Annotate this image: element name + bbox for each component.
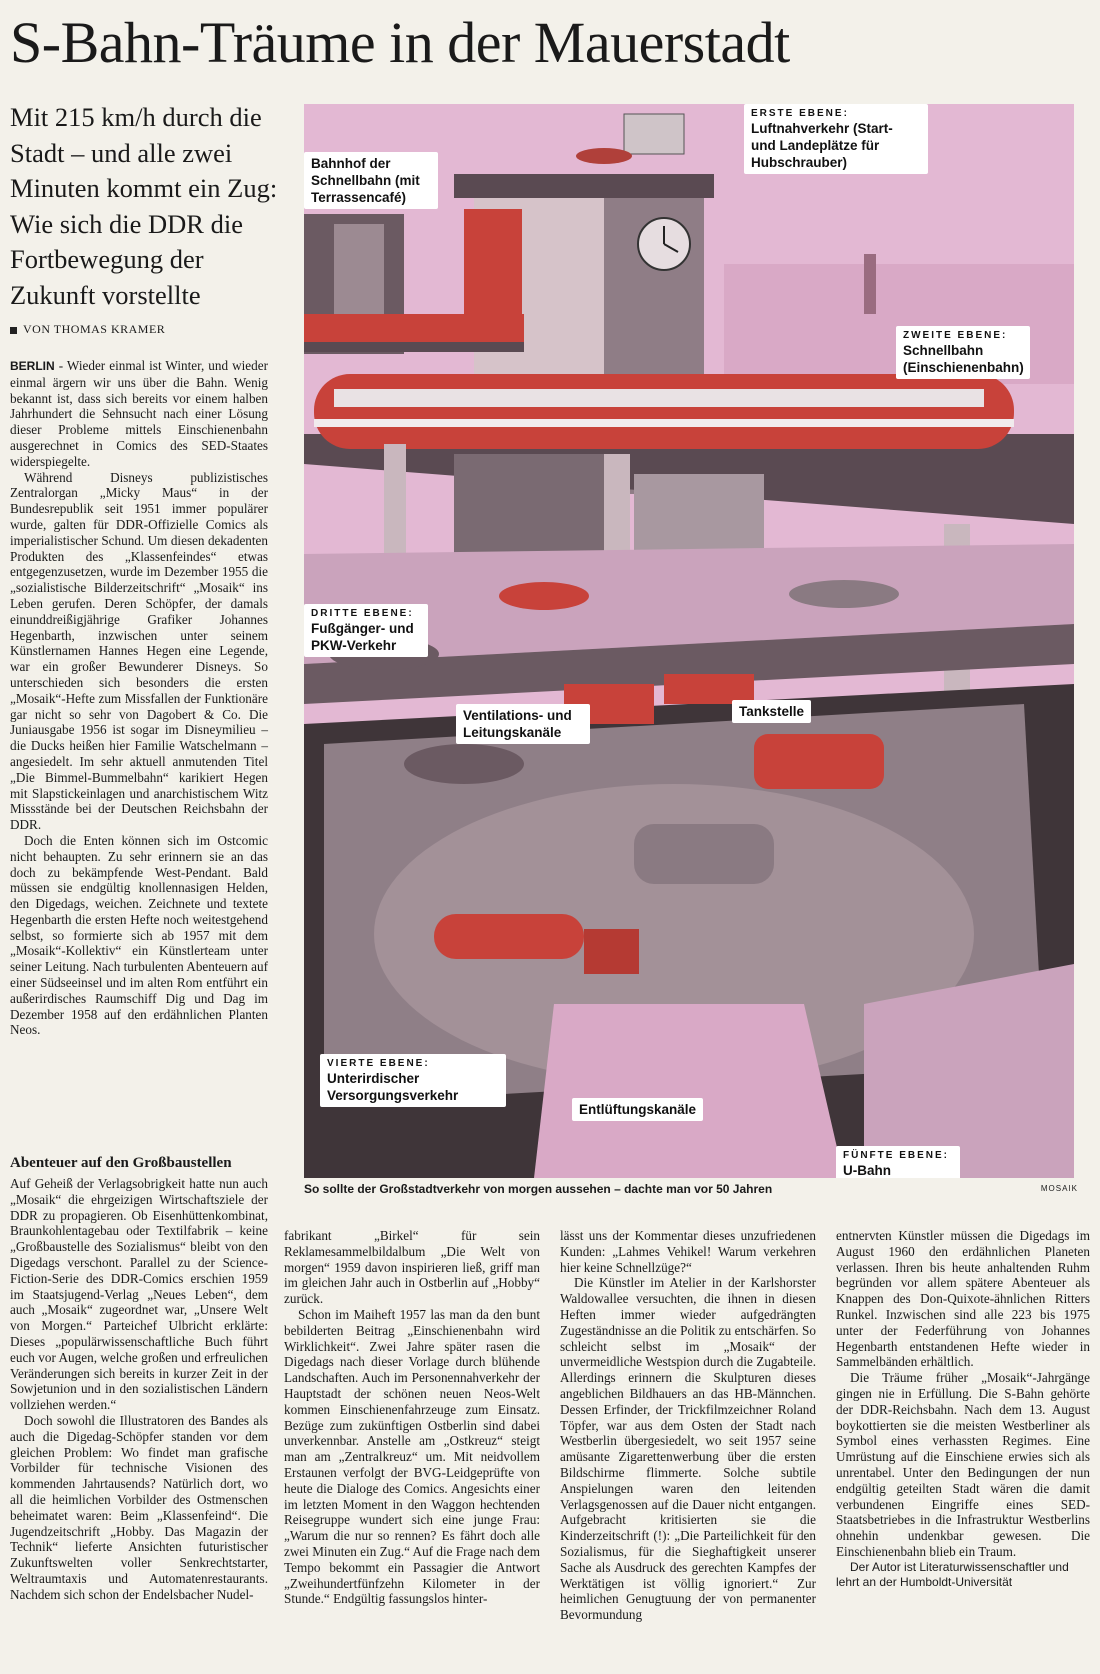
paragraph: lässt uns der Kommentar dieses unzufriedenen Kunden: „Lahmes Vehikel! Warum verkehren hier keine Schnellzüge?“ (560, 1228, 816, 1275)
article-column-4 (836, 1228, 1090, 1590)
label-zweite-ebene (896, 326, 1030, 379)
paragraph: Die Künstler im Atelier in der Karlshorster Waldowallee versuchten, die ihnen in diesen Heften immer wieder aufgedrängten Zugeständnisse an die Politik zu entschärfen. So schleicht selbst im „Mosaik“ der unvermeidliche Westspion durch die Zugabteile. Allerdings erinnern die Skulpturen dieses angeblichen Bildhauers an das HB-Männchen. Dessen Erfinder, der Trickfilmzeichner Roland Töpfer, war aus dem Osten der Stadt nach Westberlin übergesiedelt, wo seit 1957 seine amüsante Zigarettenwerbung über die ersten Bildschirme flimmerte. Solche subtile Anspielungen waren den leitenden Verlagsgenossen auf die Dauer nicht entgangen. Aufgebracht kritisierten sie die Kinderzeitschrift (!): „Die Parteilichkeit für den Sozialismus, für die Sieghaftigkeit unserer Sache als Ausdruck des gerechten Kampfes der Werktätigen ist völlig ignoriert.“ Zur heimlichen Genugtuung der von permanenter Bevormundung (560, 1275, 816, 1623)
label-entlueftung: Entlüftungskanäle (572, 1098, 703, 1121)
deck: Mit 215 km/h durch die Stadt – und alle zwei Minuten kommt ein Zug: Wie sich die DDR die Fortbewegung der Zukunft vorstellte (10, 102, 278, 310)
label-ventilation: Ventilations- und Leitungskanäle (456, 704, 590, 744)
label-vierte-ebene (320, 1054, 506, 1107)
author-byline: VON THOMAS KRAMER (23, 322, 166, 336)
paragraph: Doch die Enten können sich im Ostcomic nicht behaupten. Zu sehr erinnern sie an das doch zu bekämpfende West-Pendant. Bald müssen sie endgültig knollennasigen Helden, den Digedags, weichen. Zeichnete und textete Hegenbarth die ersten Hefte noch weitestgehend selbst, so formierte sich ab 1957 mit dem „Mosaik“-Kollektiv“ ein Künstlerteam unter seiner Leitung. Nach turbulenten Abenteuern auf einer Südseeinsel und im alten Rom entführt ein außerirdisches Raumschiff Dig und Dag im Dezember 1958 auf den erdähnlichen Planten Neos. (10, 832, 268, 1038)
level-name: DRITTE EBENE: (311, 608, 414, 619)
paragraph: Doch sowohl die Illustratoren des Bandes als auch die Digedag-Schöpfer standen vor dem gleichen Problem: Wo findet man grafische Vorbilder für technische Visionen des kommenden Jahrtausends? Natürlich dort, wo all die heimlichen Vorbilder des Ostmenschen beheimatet waren: Beim „Klassenfeind“. Die Jugendzeitschrift „Hobby. Das Magazin der Technik“ lieferte Ansichten futuristischer Zukunftswelten voller Senkrechtstarter, Weltraumtaxis und Automatenrestaurants. Nachdem sich schon der Endelsbacher Nudel- (10, 1412, 268, 1602)
paragraph: Während Disneys publizistisches Zentralorgan „Micky Maus“ in der Bundesrepublik seit 1951 immer populärer wurde, galten für DDR-Offizielle Comics als imperialistischer Schund. Um diesen dekadenten Produkten des „Klassenfeindes“ etwas entgegenzusetzen, wurde im Dezember 1955 die „sozialistische Bilderzeitschrift“ „Mosaik“ ins Leben gerufen. Deren Schöpfer, der damals einunddreißigjährige Grafiker Johannes Hegenbarth, inzwischen unter seinem Künstlernamen Hannes Hegen eine Legende, war ein großer Bewunderer Disneys. So unterschieden sich besonders die ersten „Mosaik“-Hefte zum Missfallen der Funktionäre gar nicht so sehr von Dagobert & Co. Die Juniausgabe 1956 ist sogar im Disneymilieu – die Ducks heißen hier Familie Watschelmann – angesiedelt. Im sehr aktuell anmutenden Titel „Die Bimmel-Bummelbahn“ karikiert Hegen mit Slapstickeinlagen und anarchistischem Witz Missstände bei der Deutschen Reichsbahn der DDR. (10, 469, 268, 833)
paragraph: Auf Geheiß der Verlagsobrigkeit hatte nun auch „Mosaik“ die ehrgeizigen Wirtschaftsziele der DDR zu propagieren. Ob Eisenhüttenkombinat, Braunkohlentagebau oder Textilfabrik – keine „Großbaustelle des Sozialismus“ bleibt von den Digedags verschont. Parallel zu der Science-Fiction-Serie des DDR-Comics erschien 1959 im Staatsjugend-Verlag „Neues Leben“, dem auch „Mosaik“ zugeordnet war, „Unsere Welt von Morgen.“ Parteichef Ulbricht erklärte: Dieses „populärwissenschaftliche Buch führt euch vor Augen, welche großen und erfreulichen Veränderungen sich bereits in kurzer Zeit in der Sowjetunion und in den sozialistischen Ländern vollziehen werden.“ (10, 1176, 268, 1413)
dateline-city: BERLIN (10, 359, 55, 373)
intro-text: - Wieder einmal ist Winter, und wieder einmal ärgern wir uns über die Bahn. Wenig bekannt ist, dass sich bereits vor einem halben Jahrhundert die Sehnsucht nach einer Lösung dieser Probleme mittels Einschienenbahn ausgerechnet in Comics des SED-Staates widerspiegelte. (10, 358, 268, 469)
label-fuenfte-ebene (836, 1146, 960, 1178)
illustration-credit: MOSAIK (1040, 1184, 1078, 1193)
label-dritte-ebene (304, 604, 428, 657)
level-name: ZWEITE EBENE: (903, 330, 1008, 341)
author-note: Der Autor ist Literaturwissenschaftler und lehrt an der Humboldt-Universität (836, 1559, 1069, 1589)
illustration (304, 104, 1074, 1178)
article-column-1 (10, 358, 268, 1038)
square-bullet-icon (10, 327, 17, 334)
paragraph: fabrikant „Birkel“ für sein Reklamesammelbildalbum „Die Welt von morgen“ 1959 davon inspirieren ließ, griff man im gleichen Jahr auch in Ostberlin auf „Hobby“ zurück. (284, 1228, 540, 1307)
level-description: Luftnahverkehr (Start- und Landeplätze für Hubschrauber) (751, 121, 893, 170)
paragraph: Die Träume früher „Mosaik“-Jahrgänge gingen nie in Erfüllung. Die S-Bahn gehörte der DDR-Reichsbahn. Nach dem 13. August boykottierten sie die meisten Westberliner als Symbol eines verhassten Regimes. Eine Umrüstung auf die Einschiene erwies sich als unrentabel. Unter den Bedingungen der nun endgültig geteilten Stadt wären die damit verbundenen Eingriffe eines SED-Staatsbetriebes in die Infrastruktur Westberlins ohnehin undenkbar gewesen. Die Einschienenbahn blieb ein Traum. (836, 1370, 1090, 1559)
level-name: FÜNFTE EBENE: (843, 1150, 949, 1161)
level-description: Schnellbahn (Einschienenbahn) (903, 343, 1024, 375)
level-name: VIERTE EBENE: (327, 1058, 430, 1069)
intro-paragraph (10, 358, 268, 470)
paragraph: entnervten Künstler müssen die Digedags im August 1960 den erdähnlichen Planeten verlassen. Ihren bis heute anhaltenden Ruhm begründen vor allem spätere Abenteuer als Knappen des Don-Quixote-ähnlichen Ritters Runkel. Inzwischen sind alle 223 bis 1975 unter der Federführung von Johannes Hegenbarth entstandenen Hefte wieder in Sammelbänden erhältlich. (836, 1228, 1090, 1370)
headline: S-Bahn-Träume in der Mauerstadt (10, 10, 790, 75)
paragraph: Schon im Maiheft 1957 las man da den bunt bebilderten Beitrag „Einschienenbahn wird Wirklichkeit“. Zwei Jahre später rasen die Digedags nach dieser Vorlage durch blühende Landschaften. Auch im Personennahverkehr der Hauptstadt der schönen neuen Neos-Welt kommen Einschienenfahrzeuge zum Einsatz. Bezüge zum zukünftigen Ostberlin sind dabei unverkennbar. Anstelle am „Ostkreuz“ steigt man am „Zentralkreuz“ um. Mit neidvollem Erstaunen verfolgt der BVG-Leidgeprüfte von heute die Dialoge des Comics. Angesichts einer im letzten Moment in den Waggon hechtenden Reisegruppe wundert sich eine junge Frau: „Warum die nur so rennen? Es fährt doch alle zwei Minuten ein Zug.“ Auf die Frage nach dem Tempo bekommt ein Passagier die Antwort „Zweihundertfünfzehn Kilometer in der Stunde.“ Endgültig fassungslos hinter- (284, 1306, 540, 1607)
label-tankstelle: Tankstelle (732, 700, 811, 723)
level-description: Unterirdischer Versorgungsverkehr (327, 1071, 459, 1103)
label-bahnhof: Bahnhof der Schnellbahn (mit Terrassencafé) (304, 152, 438, 209)
level-description: Fußgänger- und PKW-Verkehr (311, 621, 414, 653)
level-name: ERSTE EBENE: (751, 108, 849, 119)
label-erste-ebene (744, 104, 928, 174)
level-description: U-Bahn (843, 1163, 891, 1178)
article-column-3 (560, 1228, 816, 1623)
illustration-caption: So sollte der Großstadtverkehr von morgen aussehen – dachte man vor 50 Jahren (304, 1182, 773, 1196)
byline (10, 322, 165, 337)
article-column-1b (10, 1148, 268, 1603)
subheading: Abenteuer auf den Großbaustellen (10, 1155, 232, 1171)
article-column-2 (284, 1228, 540, 1607)
